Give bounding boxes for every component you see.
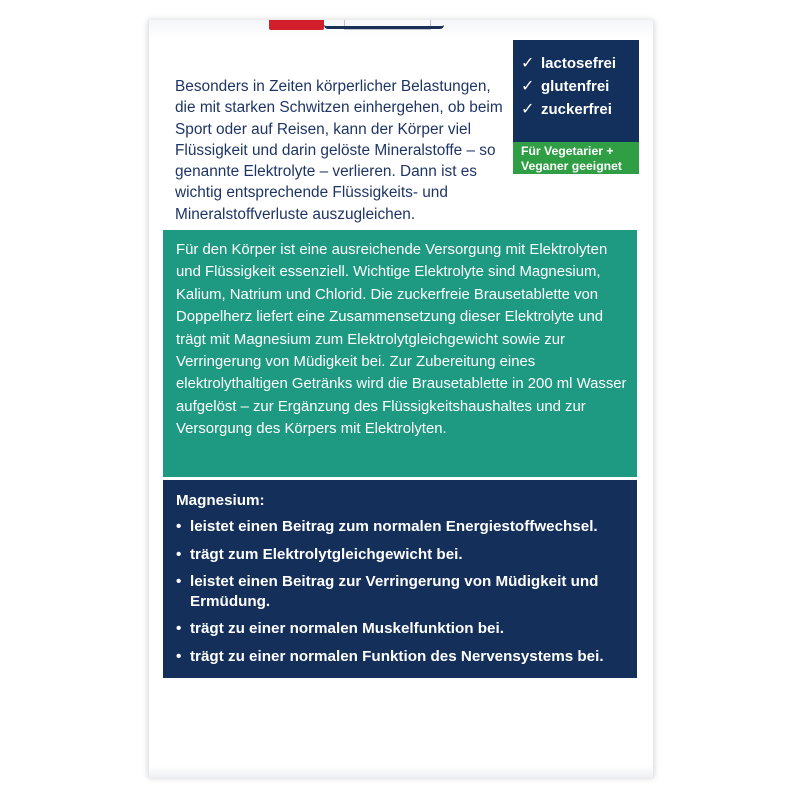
magnesium-claim-item — [176, 517, 627, 537]
brand-logo-fragment-red — [269, 20, 324, 30]
bullet-icon: • — [176, 647, 182, 665]
magnesium-heading: Magnesium: — [176, 492, 265, 509]
electrolyte-info-panel — [163, 230, 637, 477]
box-bottom-shadow — [149, 766, 653, 778]
vegan-badge — [513, 142, 639, 174]
magnesium-claim-text: trägt zu einer normalen Funktion des Nervensystems bei. — [190, 647, 604, 665]
free-from-label: lactosefrei — [541, 55, 617, 72]
intro-text: Besonders in Zeiten körperlicher Belastungen, die mit starken Schwitzen einhergehen, ob beim Sport oder auf Reisen, kann der Körper viel Flüssigkeit und darin gelöste Mineralstoffe – so genannte Elektrolyte – verlieren. Dann ist es wichtig entsprechende Flüssigkeits- und Mineralstoffverluste auszugleichen. — [175, 78, 503, 223]
free-from-item — [521, 98, 639, 121]
magnesium-claim-item — [176, 619, 627, 639]
product-box-back — [148, 20, 654, 778]
check-icon: ✓ — [521, 55, 535, 72]
magnesium-claim-text: trägt zum Elektrolytgleichgewicht bei. — [190, 545, 463, 563]
magnesium-claim-item — [176, 647, 627, 667]
intro-paragraph — [175, 76, 515, 225]
vegan-badge-line2: Veganer geeignet — [521, 159, 622, 173]
magnesium-claims-list — [176, 517, 627, 666]
free-from-badge — [513, 40, 639, 148]
free-from-item — [521, 52, 639, 75]
bullet-icon: • — [176, 573, 182, 590]
bullet-icon: • — [176, 545, 182, 563]
box-top-edge — [149, 20, 653, 38]
magnesium-claim-item — [176, 572, 627, 611]
vegan-badge-line1: Für Vegetarier + — [521, 144, 614, 158]
magnesium-claims-panel — [163, 480, 637, 678]
magnesium-claim-item — [176, 545, 627, 565]
brand-logo-fragment — [324, 20, 444, 29]
magnesium-claim-text: leistet einen Beitrag zur Verringerung von Müdigkeit und Ermüdung. — [190, 573, 599, 610]
bullet-icon: • — [176, 518, 182, 535]
free-from-item — [521, 75, 639, 98]
bullet-icon: • — [176, 620, 182, 637]
electrolyte-info-text: Für den Körper ist eine ausreichende Versorgung mit Elektrolyten und Flüssigkeit essenziell. Wichtige Elektrolyte sind Magnesium, Kalium, Natrium und Chlorid. Die zuckerfreie Brausetablette von Doppelherz liefert eine Zusammensetzung dieser Elektrolyte und trägt mit Magnesium zum Elektrolytgleichgewicht sowie zur Verringerung von Müdigkeit bei. Zur Zubereitung eines elektrolythaltigen Getränks wird die Brausetablette in 200 ml Wasser aufgelöst – zur Ergänzung des Flüssigkeitshaushaltes und zur Versorgung des Körpers mit Elektrolyten. — [176, 242, 627, 438]
magnesium-claim-text: leistet einen Beitrag zum normalen Energiestoffwechsel. — [190, 518, 598, 535]
free-from-label: zuckerfrei — [541, 101, 612, 118]
check-icon: ✓ — [521, 78, 535, 95]
free-from-label: glutenfrei — [541, 78, 610, 95]
magnesium-claim-text: trägt zu einer normalen Muskelfunktion bei. — [190, 620, 504, 637]
free-from-list — [513, 40, 639, 121]
check-icon: ✓ — [521, 101, 535, 118]
